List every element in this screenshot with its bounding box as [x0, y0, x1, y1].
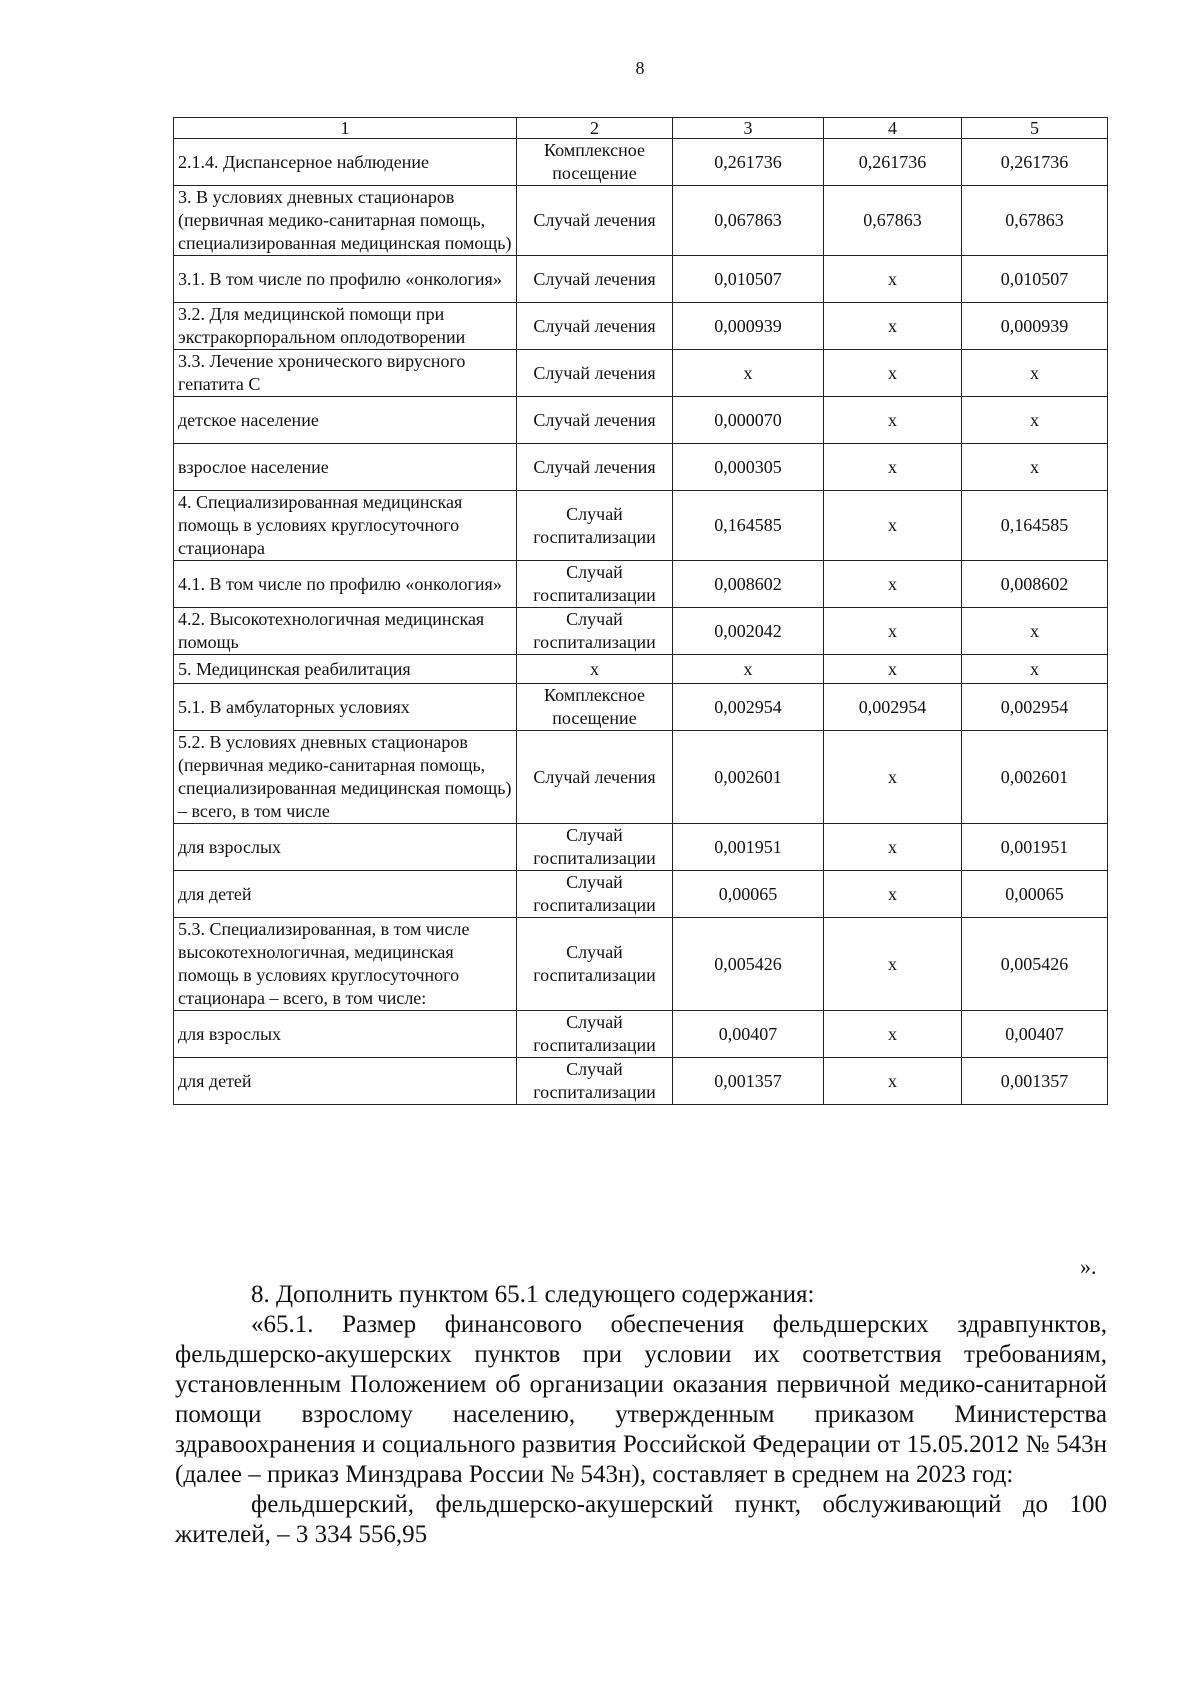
row-unit: Комплексное посещение [517, 139, 673, 186]
row-name: 2.1.4. Диспансерное наблюдение [174, 139, 517, 186]
row-value-col3: 0,000070 [673, 397, 824, 444]
table-row [174, 397, 1108, 444]
row-name: детское население [174, 397, 517, 444]
table-row [174, 731, 1108, 824]
table-row [174, 350, 1108, 397]
row-value-col5: 0,164585 [962, 491, 1108, 561]
row-value-col4: х [824, 871, 962, 918]
closing-quote: ». [1080, 1254, 1097, 1279]
row-value-col3: 0,00065 [673, 871, 824, 918]
table-row [174, 684, 1108, 731]
row-value-col4: 0,67863 [824, 186, 962, 256]
header-col-2: 2 [517, 118, 673, 139]
row-name: 3.2. Для медицинской помощи при экстракорпоральном оплодотворении [174, 303, 517, 350]
table-row [174, 491, 1108, 561]
row-value-col3: 0,002042 [673, 608, 824, 655]
row-name: 4.2. Высокотехнологичная медицинская помощь [174, 608, 517, 655]
table-row [174, 186, 1108, 256]
row-value-col4: х [824, 397, 962, 444]
table-row [174, 655, 1108, 684]
row-unit: Случай лечения [517, 397, 673, 444]
row-value-col5: 0,001357 [962, 1058, 1108, 1105]
row-value-col3: 0,005426 [673, 918, 824, 1011]
row-value-col4: х [824, 655, 962, 684]
row-unit: Случай госпитализации [517, 561, 673, 608]
row-name: 5.3. Специализированная, в том числе высокотехнологичная, медицинская помощь в условиях круглосуточного стационара – всего, в том числе: [174, 918, 517, 1011]
table-row [174, 303, 1108, 350]
row-name: для взрослых [174, 824, 517, 871]
row-value-col4: 0,261736 [824, 139, 962, 186]
table-row [174, 871, 1108, 918]
row-unit: Случай госпитализации [517, 608, 673, 655]
row-value-col3: 0,00407 [673, 1011, 824, 1058]
row-name: 4. Специализированная медицинская помощь в условиях круглосуточного стационара [174, 491, 517, 561]
row-unit: Случай лечения [517, 303, 673, 350]
header-col-5: 5 [962, 118, 1108, 139]
row-value-col5: х [962, 444, 1108, 491]
paragraph-item-8: 8. Дополнить пунктом 65.1 следующего содержания: [251, 1281, 815, 1308]
row-unit: Случай лечения [517, 444, 673, 491]
header-col-3: 3 [673, 118, 824, 139]
row-value-col3: 0,000305 [673, 444, 824, 491]
row-name: 3. В условиях дневных стационаров (первичная медико-санитарная помощь, специализированная медицинская помощь) [174, 186, 517, 256]
row-name: 5. Медицинская реабилитация [174, 655, 517, 684]
paragraph-fap-cost: фельдшерский, фельдшерско-акушерский пункт, обслуживающий до 100 жителей, – 3 334 556,95 [175, 1491, 1107, 1548]
row-value-col4: х [824, 1058, 962, 1105]
row-value-col5: 0,261736 [962, 139, 1108, 186]
row-name: 3.3. Лечение хронического вирусного гепатита С [174, 350, 517, 397]
row-value-col4: х [824, 256, 962, 303]
row-value-col3: 0,164585 [673, 491, 824, 561]
row-value-col5: х [962, 608, 1108, 655]
table-row [174, 561, 1108, 608]
row-unit: Случай лечения [517, 731, 673, 824]
row-unit: Случай лечения [517, 350, 673, 397]
table-row [174, 1058, 1108, 1105]
table-row [174, 918, 1108, 1011]
row-value-col5: х [962, 350, 1108, 397]
row-value-col3: 0,067863 [673, 186, 824, 256]
table-row [174, 824, 1108, 871]
header-col-1: 1 [174, 118, 517, 139]
row-value-col4: х [824, 444, 962, 491]
table-row [174, 608, 1108, 655]
row-value-col5: 0,002954 [962, 684, 1108, 731]
table-row [174, 1011, 1108, 1058]
row-value-col3: 0,002954 [673, 684, 824, 731]
page-number: 8 [635, 58, 645, 78]
row-value-col4: х [824, 918, 962, 1011]
row-value-col5: 0,005426 [962, 918, 1108, 1011]
row-value-col5: 0,010507 [962, 256, 1108, 303]
row-value-col5: 0,67863 [962, 186, 1108, 256]
row-name: для взрослых [174, 1011, 517, 1058]
table-header-row [174, 118, 1108, 139]
row-value-col3: 0,001357 [673, 1058, 824, 1105]
row-name: для детей [174, 871, 517, 918]
row-value-col3: 0,010507 [673, 256, 824, 303]
row-value-col5: 0,008602 [962, 561, 1108, 608]
row-unit: Случай госпитализации [517, 918, 673, 1011]
row-value-col5: 0,001951 [962, 824, 1108, 871]
row-unit: Случай лечения [517, 256, 673, 303]
table-row [174, 139, 1108, 186]
row-value-col3: 0,000939 [673, 303, 824, 350]
row-value-col4: х [824, 1011, 962, 1058]
row-name: для детей [174, 1058, 517, 1105]
row-unit: Случай госпитализации [517, 871, 673, 918]
table-row [174, 256, 1108, 303]
row-value-col4: х [824, 561, 962, 608]
row-name: 5.2. В условиях дневных стационаров (первичная медико-санитарная помощь, специализированная медицинская помощь) – всего, в том числе [174, 731, 517, 824]
row-value-col4: х [824, 824, 962, 871]
body-text [175, 1280, 1107, 1550]
row-value-col3: 0,008602 [673, 561, 824, 608]
row-name: 5.1. В амбулаторных условиях [174, 684, 517, 731]
financing-table [173, 117, 1108, 1105]
row-value-col4: х [824, 731, 962, 824]
row-value-col4: 0,002954 [824, 684, 962, 731]
row-name: 3.1. В том числе по профилю «онкология» [174, 256, 517, 303]
row-unit: Случай госпитализации [517, 824, 673, 871]
row-value-col3: х [673, 655, 824, 684]
paragraph-clause-65-1: «65.1. Размер финансового обеспечения фельдшерских здравпунктов, фельдшерско-акушерских пунктов при условии их соответствия требованиям, установленным Положением об организации оказания первичной медико-санитарной помощи взрослому населению, утвержденным приказом Министерства здравоохранения и социального развития Российской Федерации от 15.05.2012 № 543н (далее – приказ Минздрава России № 543н), составляет в среднем на 2023 год: [175, 1311, 1107, 1488]
row-value-col5: 0,00065 [962, 871, 1108, 918]
row-value-col5: 0,00407 [962, 1011, 1108, 1058]
row-value-col4: х [824, 350, 962, 397]
row-unit: Случай лечения [517, 186, 673, 256]
table-row [174, 444, 1108, 491]
row-value-col3: 0,002601 [673, 731, 824, 824]
row-name: 4.1. В том числе по профилю «онкология» [174, 561, 517, 608]
row-value-col4: х [824, 491, 962, 561]
row-value-col3: х [673, 350, 824, 397]
row-name: взрослое население [174, 444, 517, 491]
row-unit: х [517, 655, 673, 684]
row-value-col3: 0,261736 [673, 139, 824, 186]
row-value-col5: х [962, 655, 1108, 684]
row-value-col4: х [824, 303, 962, 350]
row-value-col5: 0,000939 [962, 303, 1108, 350]
row-value-col5: х [962, 397, 1108, 444]
row-value-col3: 0,001951 [673, 824, 824, 871]
row-unit: Случай госпитализации [517, 1058, 673, 1105]
row-unit: Комплексное посещение [517, 684, 673, 731]
header-col-4: 4 [824, 118, 962, 139]
row-value-col5: 0,002601 [962, 731, 1108, 824]
row-unit: Случай госпитализации [517, 491, 673, 561]
row-value-col4: х [824, 608, 962, 655]
row-unit: Случай госпитализации [517, 1011, 673, 1058]
